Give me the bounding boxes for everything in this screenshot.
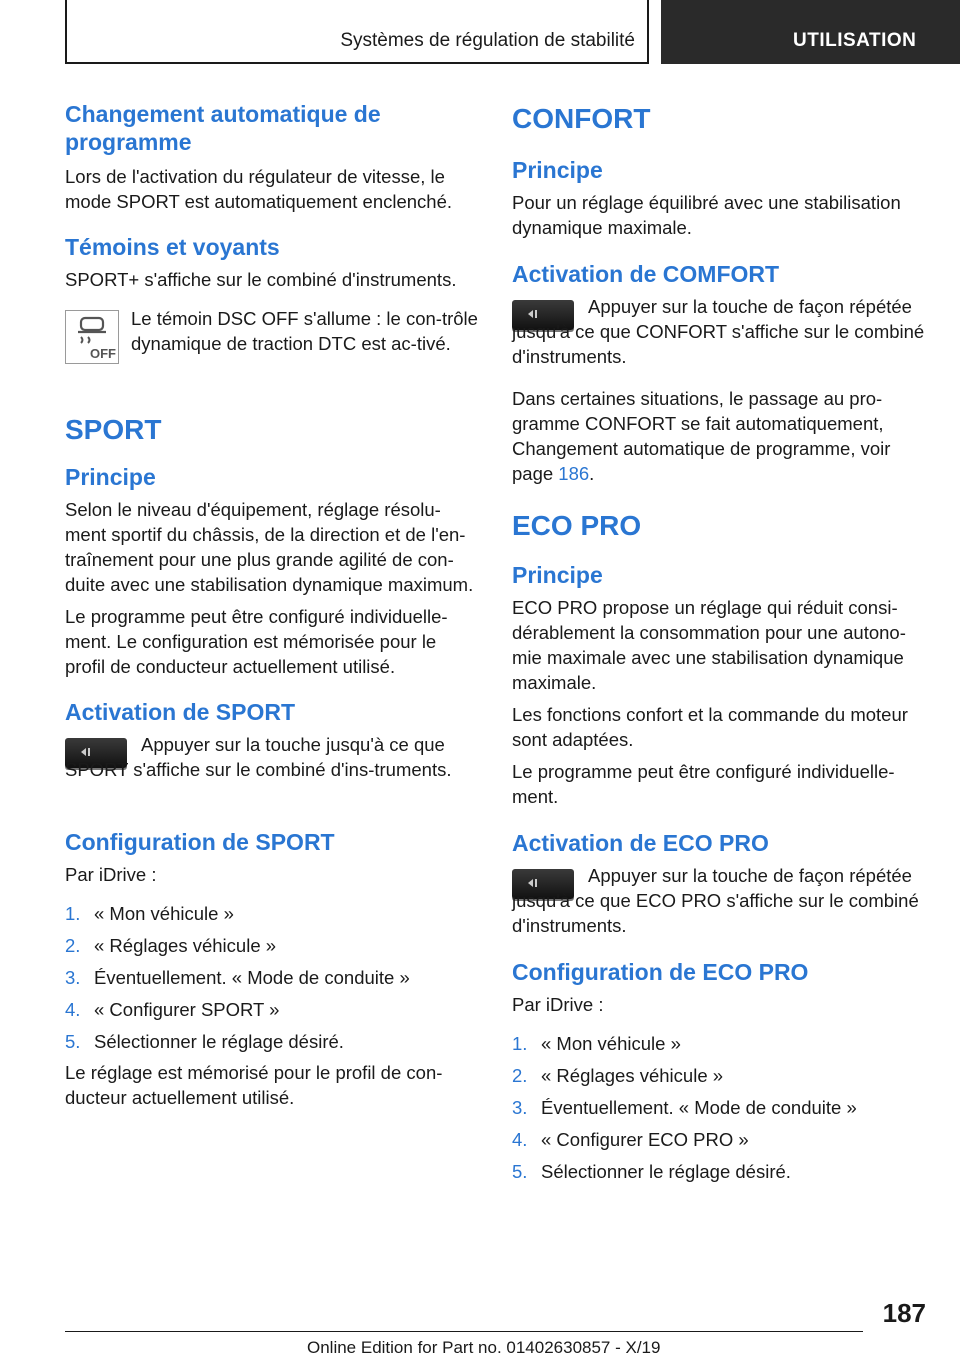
step-text: « Réglages véhicule » [94,935,277,956]
sport-configuration-heading: Configuration de SPORT [65,829,335,855]
list-item [512,1095,928,1120]
step-text: « Réglages véhicule » [541,1065,724,1086]
comfort-activation-heading: Activation de COMFORT [512,261,780,287]
list-item [65,1029,478,1054]
header-section [65,0,649,64]
footer-divider [65,1331,863,1332]
auto-change-text: Lors de l'activation du régulateur de vitesse, le mode SPORT est automatiquement enclenché. [65,166,453,212]
list-item [512,1031,928,1056]
comfort-activation-text: Appuyer sur la touche de façon répétée jusqu'à ce que CONFORT s'affiche sur le combiné d'instruments. [512,296,925,367]
eco-activation-text: Appuyer sur la touche de façon répétée jusqu'à ce que ECO PRO s'affiche sur le combiné d'instruments. [512,865,919,936]
list-item [512,1159,928,1184]
page-link[interactable]: 186 [558,463,590,484]
left-column [65,100,478,1110]
dsc-off-text: Le témoin DSC OFF s'allume : le con-trôle dynamique de traction DTC est ac-tivé. [131,308,478,354]
eco-pro-heading: ECO PRO [512,510,642,541]
step-number: 2. [512,1065,528,1086]
list-item [65,965,478,990]
list-item [65,997,478,1022]
sport-activation-block [65,732,478,808]
sport-activation-text: Appuyer sur la touche jusqu'à ce que SPORT s'affiche sur le combiné d'ins-truments. [65,734,452,780]
step-number: 3. [512,1097,528,1118]
indicators-heading: Témoins et voyants [65,234,280,260]
footer-edition: Online Edition for Part no. 01402630857 - X/19 [307,1338,661,1357]
eco-idrive-label: Par iDrive : [512,994,604,1015]
list-item [512,1063,928,1088]
sport-saved-note: Le réglage est mémorisé pour le profil de con-ducteur actuellement utilisé. [65,1062,443,1108]
sport-principle-text: Selon le niveau d'équipement, réglage résolu-ment sportif du châssis, de la direction et de l'en-traînement pour une plus grande agilité de con-duite avec une stabilisation dynamique maximum. [65,499,474,595]
sport-activation-heading: Activation de SPORT [65,699,296,725]
dsc-off-icon [65,310,119,364]
step-number: 1. [512,1033,528,1054]
eco-activation-block [512,863,928,939]
eco-principle-heading: Principe [512,562,603,588]
comfort-principle-heading: Principe [512,157,603,183]
sport-idrive-label: Par iDrive : [65,864,157,885]
step-number: 3. [65,967,81,988]
step-text: « Mon véhicule » [541,1033,681,1054]
sport-steps-list [65,901,478,1054]
comfort-principle-text: Pour un réglage équilibré avec une stabilisation dynamique maximale. [512,192,901,238]
comfort-activation-block [512,294,928,370]
step-number: 2. [65,935,81,956]
header-chapter [661,0,960,64]
step-text: Sélectionner le réglage désiré. [541,1161,791,1182]
eco-steps-list [512,1031,928,1184]
step-number: 5. [512,1161,528,1182]
step-text: « Mon véhicule » [94,903,234,924]
header-chapter-title: UTILISATION [793,30,917,51]
comfort-auto-text-end: . [589,463,595,484]
dsc-off-block [65,306,478,388]
eco-activation-heading: Activation de ECO PRO [512,830,769,856]
sport-heading: SPORT [65,414,162,445]
list-item [65,933,478,958]
header-section-title: Systèmes de régulation de stabilité [340,30,635,51]
comfort-auto-text-main: Dans certaines situations, le passage au pro-gramme CONFORT se fait automatiquement, Changement automatique de programme, voir page [512,388,891,484]
step-text: Sélectionner le réglage désiré. [94,1031,344,1052]
indicators-text: SPORT+ s'affiche sur le combiné d'instruments. [65,269,457,290]
comfort-heading: CONFORT [512,103,651,134]
page-number: 187 [882,1298,926,1328]
auto-change-heading: Changement automatique de programme [65,101,381,155]
eco-principle-text: ECO PRO propose un réglage qui réduit consi-dérablement la consommation pour une autono-mie maximale avec une stabilisation dynamique maximale. [512,597,906,693]
sport-config-note: Le programme peut être configuré individuelle-ment. Le configuration est mémorisée pour le profil de conducteur actuellement utilisé. [65,606,448,677]
step-text: Éventuellement. « Mode de conduite » [94,967,410,988]
step-text: « Configurer SPORT » [94,999,280,1020]
eco-config-note: Le programme peut être configuré individuelle-ment. [512,761,895,807]
comfort-auto-text [512,386,928,486]
dsc-off-icon-label: OFF [90,346,116,361]
step-text: Éventuellement. « Mode de conduite » [541,1097,857,1118]
step-number: 1. [65,903,81,924]
step-number: 4. [65,999,81,1020]
eco-functions-text: Les fonctions confort et la commande du moteur sont adaptées. [512,704,908,750]
step-number: 5. [65,1031,81,1052]
list-item [65,901,478,926]
list-item [512,1127,928,1152]
step-number: 4. [512,1129,528,1150]
step-text: « Configurer ECO PRO » [541,1129,749,1150]
eco-configuration-heading: Configuration de ECO PRO [512,959,809,985]
right-column [512,100,928,1184]
sport-principle-heading: Principe [65,464,156,490]
